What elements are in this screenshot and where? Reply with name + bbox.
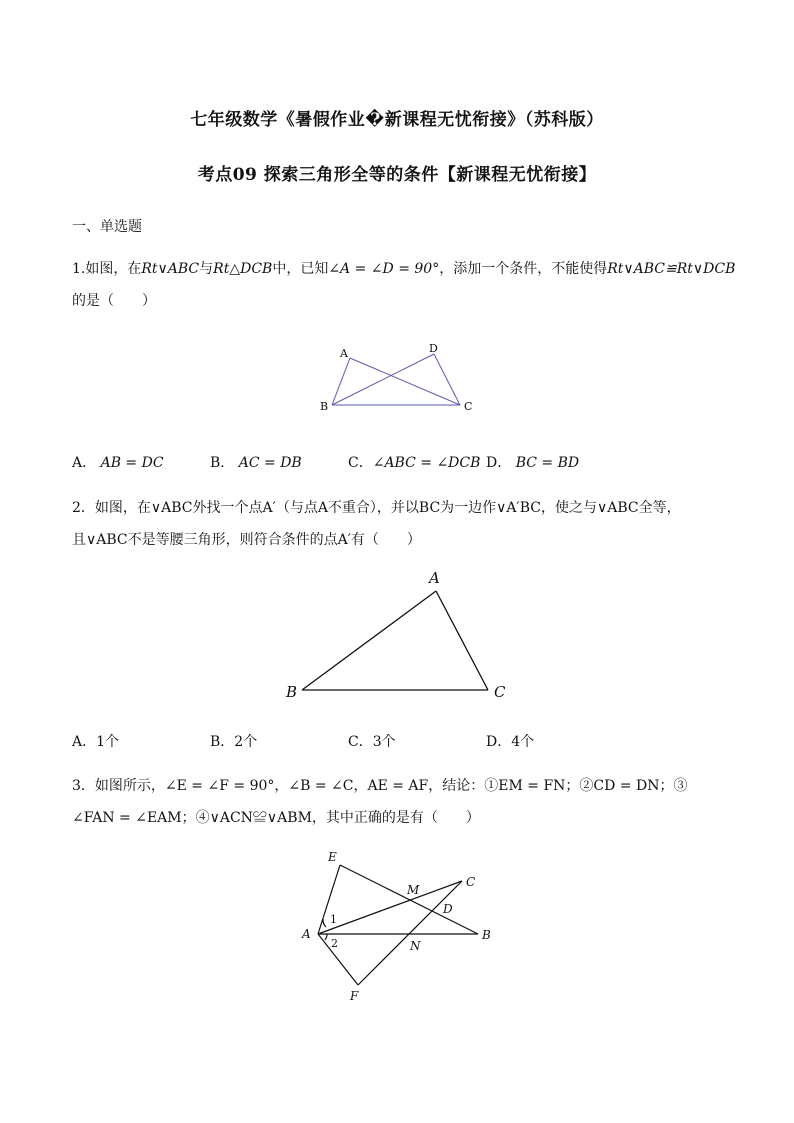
q1-option-d[interactable]: D． BC = BD xyxy=(486,455,580,471)
fig3-label-A: A xyxy=(302,927,311,941)
question-3-text: 3．如图所示，∠E = ∠F = 90°，∠B = ∠C，AE = AF，结论：①EM = FN；②CD = DN；③ xyxy=(72,778,688,794)
q2-option-d[interactable]: D．4个 xyxy=(486,734,535,750)
fig2-label-B: B xyxy=(286,683,298,701)
question-1-text: 1.如图，在Rt∨ABC与Rt△DCB中，已知∠A = ∠D = 90°，添加一个条件，不能使得Rt∨ABC≌Rt∨DCB xyxy=(72,261,736,277)
q1-option-b[interactable]: B． AC = DB xyxy=(210,455,302,471)
question-1-figure xyxy=(310,340,480,420)
question-2-text: 2．如图，在∨ABC外找一个点A′（与点A不重合），并以BC为一边作∨A′BC，使之与∨ABC全等， xyxy=(72,500,681,516)
question-3-text-line2: ∠FAN = ∠EAM；④∨ACN≌∨ABM，其中正确的是有（ ） xyxy=(72,810,480,826)
fig3-label-B: B xyxy=(482,928,491,942)
q1-option-a[interactable]: A． AB = DC xyxy=(72,455,164,471)
question-3-figure xyxy=(290,845,510,1010)
question-2-text-line2: 且∨ABC不是等腰三角形，则符合条件的点A′有（ ） xyxy=(72,532,421,548)
q2-option-b[interactable]: B．2个 xyxy=(210,734,258,750)
fig3-label-F: F xyxy=(350,989,359,1003)
fig3-angle-2: 2 xyxy=(331,937,338,950)
section-heading: 一、单选题 xyxy=(72,219,142,235)
q2-option-c[interactable]: C．3个 xyxy=(348,734,396,750)
fig1-label-A: A xyxy=(340,347,348,360)
fig3-label-D: D xyxy=(443,902,453,916)
question-1-text-line2: 的是（ ） xyxy=(72,293,156,309)
q2-option-a[interactable]: A．1个 xyxy=(72,734,120,750)
fig1-label-B: B xyxy=(320,400,329,413)
question-2-figure xyxy=(280,565,520,705)
fig3-label-E: E xyxy=(328,850,337,864)
fig3-label-M: M xyxy=(407,883,420,897)
fig3-angle-1: 1 xyxy=(330,913,337,926)
fig2-label-C: C xyxy=(494,683,506,701)
fig1-label-C: C xyxy=(464,400,473,413)
fig1-label-D: D xyxy=(429,342,438,355)
q1-option-c[interactable]: C．∠ABC = ∠DCB xyxy=(348,455,481,471)
document-title: 七年级数学《暑假作业�新课程无忧衔接》（苏科版） xyxy=(190,110,604,130)
fig2-label-A: A xyxy=(429,569,440,587)
fig3-label-N: N xyxy=(410,939,421,953)
fig3-label-C: C xyxy=(466,875,476,889)
document-subtitle: 考点09 探索三角形全等的条件【新课程无忧衔接】 xyxy=(197,165,597,185)
